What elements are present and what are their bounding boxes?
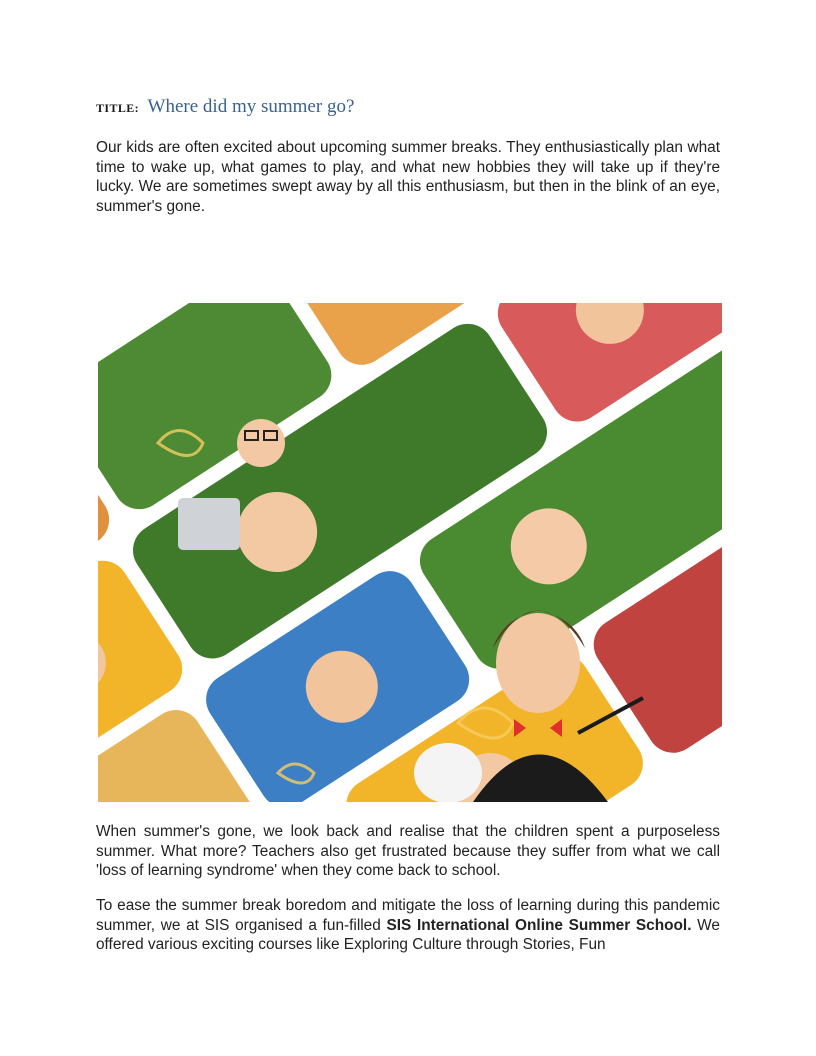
body-paragraph-3 [96,896,720,955]
para3-text: To ease the summer break boredom and mitigate the loss of learning during this pandemic summer, we at SIS organised a fun-filled [96,897,720,934]
title-label: TITLE: [96,101,140,115]
summer-school-name: SIS International Online Summer School. [386,916,692,934]
body-paragraph-2: When summer's gone, we look back and realise that the children spent a purposeless summer. What more? Teachers also get frustrated because they suffer from what we call 'loss of learning syndrome' when they come back to school. [96,823,720,879]
summer-kids-collage-image [98,303,722,802]
title-row [96,96,354,118]
page-title: Where did my summer go? [147,96,355,117]
para3-continued: We offered various exciting courses like Exploring Culture through Stories, Fun [96,916,720,953]
intro-paragraph: Our kids are often excited about upcoming summer breaks. They enthusiastically plan what time to wake up, what games to play, and what new hobbies they will take up if they're lucky. We are sometimes swept away by all this enthusiasm, but then in the blink of an eye, summer's gone. [96,139,720,215]
